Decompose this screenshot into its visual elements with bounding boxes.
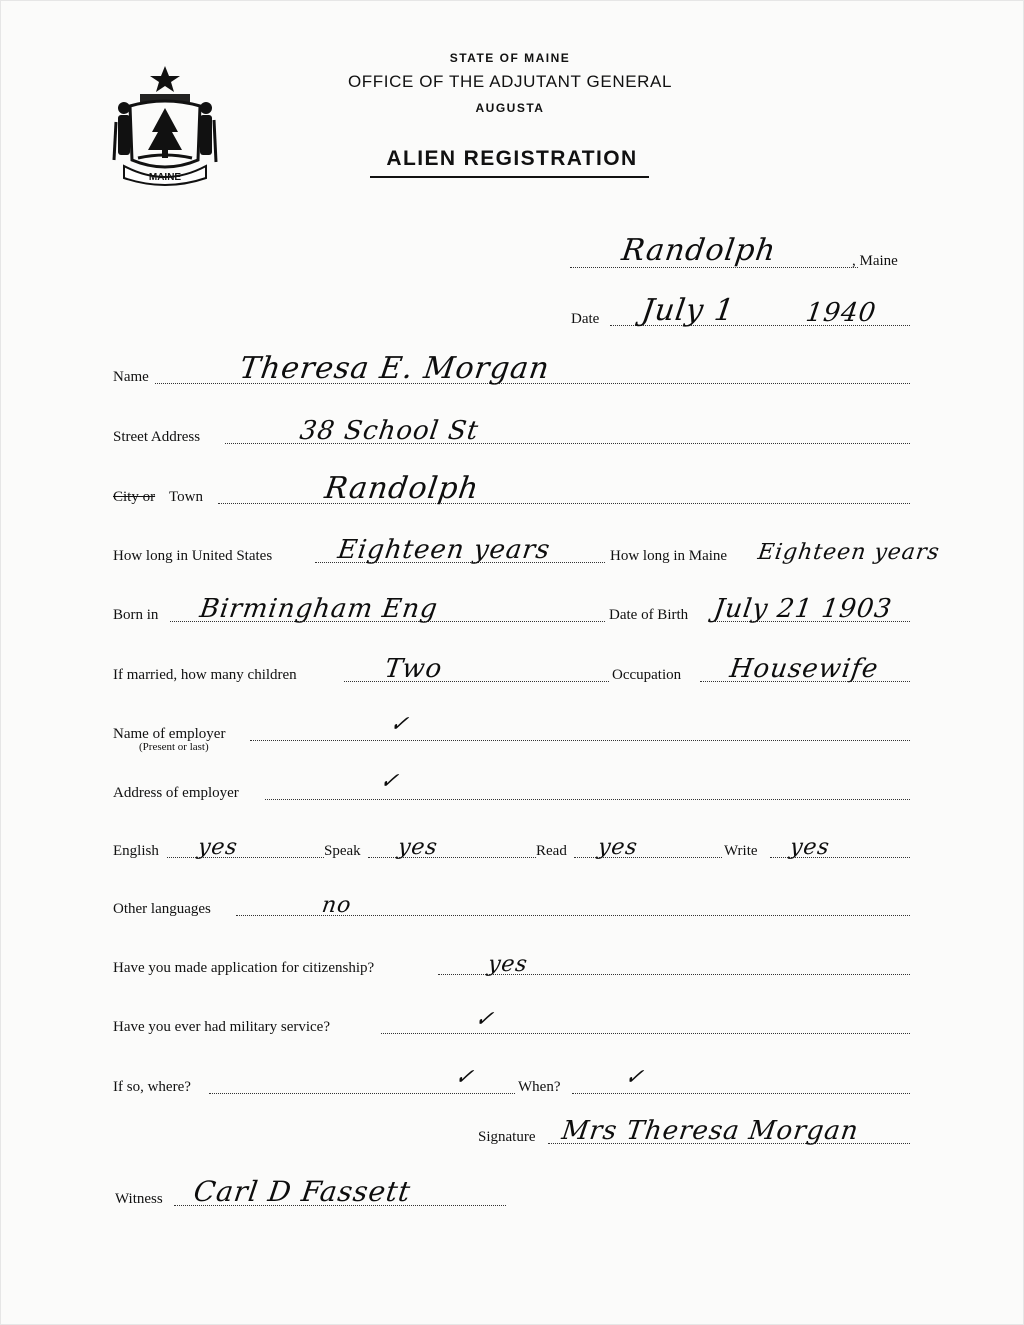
- name-value[interactable]: Theresa E. Morgan: [237, 351, 552, 386]
- employer-name-row: [110, 705, 920, 745]
- born-in-value[interactable]: Birmingham Eng: [197, 594, 440, 624]
- employer-name-sublabel: (Present or last): [139, 741, 209, 753]
- citizenship-label: Have you made application for citizenship?: [113, 960, 375, 976]
- english-row: [110, 822, 920, 862]
- citizenship-row: [110, 939, 920, 979]
- header-office: OFFICE OF THE ADJUTANT GENERAL: [347, 72, 673, 91]
- children-row: [110, 646, 920, 686]
- witness-label: Witness: [115, 1191, 163, 1207]
- date-year[interactable]: 1940: [803, 298, 879, 328]
- place-row: [560, 232, 920, 272]
- how-long-maine-label: How long in Maine: [610, 548, 728, 564]
- military-row: [110, 998, 920, 1038]
- header-state: STATE OF MAINE: [449, 51, 571, 65]
- witness-value[interactable]: Carl D Fassett: [191, 1175, 414, 1208]
- speak-label: Speak: [324, 843, 361, 859]
- witness-row: [112, 1170, 512, 1210]
- signature-label: Signature: [478, 1129, 536, 1145]
- employer-name-check[interactable]: ✓: [388, 712, 412, 737]
- occupation-label: Occupation: [612, 667, 682, 683]
- town-row: [110, 468, 920, 508]
- english-label: English: [113, 843, 159, 859]
- city-label-struck: City or: [113, 489, 156, 505]
- town-label: Town: [169, 489, 203, 505]
- where-label: If so, where?: [113, 1079, 191, 1095]
- when-check[interactable]: ✓: [623, 1065, 647, 1090]
- speak-value[interactable]: yes: [396, 835, 440, 860]
- title-underline: [370, 176, 649, 178]
- date-row: [560, 290, 920, 330]
- write-value[interactable]: yes: [788, 835, 832, 860]
- where-when-row: [110, 1058, 920, 1098]
- children-value[interactable]: Two: [382, 654, 445, 684]
- signature-row: [478, 1108, 918, 1148]
- signature-value[interactable]: Mrs Theresa Morgan: [559, 1116, 861, 1146]
- date-month-day[interactable]: July 1: [639, 293, 737, 328]
- how-long-us-label: How long in United States: [113, 548, 273, 564]
- military-check[interactable]: ✓: [473, 1007, 497, 1032]
- street-address-value[interactable]: 38 School St: [297, 416, 481, 446]
- citizenship-value[interactable]: yes: [486, 952, 530, 977]
- place-label: , Maine: [852, 253, 898, 269]
- name-row: [110, 348, 920, 388]
- birth-row: [110, 586, 920, 626]
- how-long-row: [110, 527, 942, 567]
- street-address-label: Street Address: [113, 429, 201, 445]
- write-label: Write: [724, 843, 758, 859]
- date-label: Date: [571, 311, 600, 327]
- how-long-maine-value[interactable]: Eighteen years: [756, 540, 942, 565]
- occupation-value[interactable]: Housewife: [727, 654, 881, 684]
- header-city: AUGUSTA: [475, 101, 545, 115]
- date-of-birth-value[interactable]: July 21 1903: [711, 594, 895, 624]
- other-languages-row: [110, 880, 920, 920]
- employer-address-label: Address of employer: [113, 785, 239, 801]
- town-value[interactable]: Randolph: [322, 471, 482, 506]
- place-value[interactable]: Randolph: [619, 233, 779, 268]
- read-label: Read: [536, 843, 567, 859]
- other-languages-value[interactable]: no: [320, 893, 354, 918]
- employer-address-check[interactable]: ✓: [378, 769, 402, 794]
- born-in-label: Born in: [113, 607, 159, 623]
- english-value[interactable]: yes: [196, 835, 240, 860]
- other-languages-label: Other languages: [113, 901, 211, 917]
- children-label: If married, how many children: [113, 667, 297, 683]
- military-label: Have you ever had military service?: [113, 1019, 330, 1035]
- seal-banner-text: MAINE: [148, 172, 182, 183]
- employer-name-label: Name of employer: [113, 726, 226, 742]
- form-title: ALIEN REGISTRATION: [386, 147, 638, 170]
- how-long-us-value[interactable]: Eighteen years: [335, 535, 553, 565]
- date-of-birth-label: Date of Birth: [609, 607, 689, 623]
- street-address-row: [110, 408, 920, 448]
- read-value[interactable]: yes: [596, 835, 640, 860]
- employer-address-row: [110, 764, 920, 804]
- where-check[interactable]: ✓: [453, 1065, 477, 1090]
- name-label: Name: [113, 369, 149, 385]
- when-label: When?: [518, 1079, 561, 1095]
